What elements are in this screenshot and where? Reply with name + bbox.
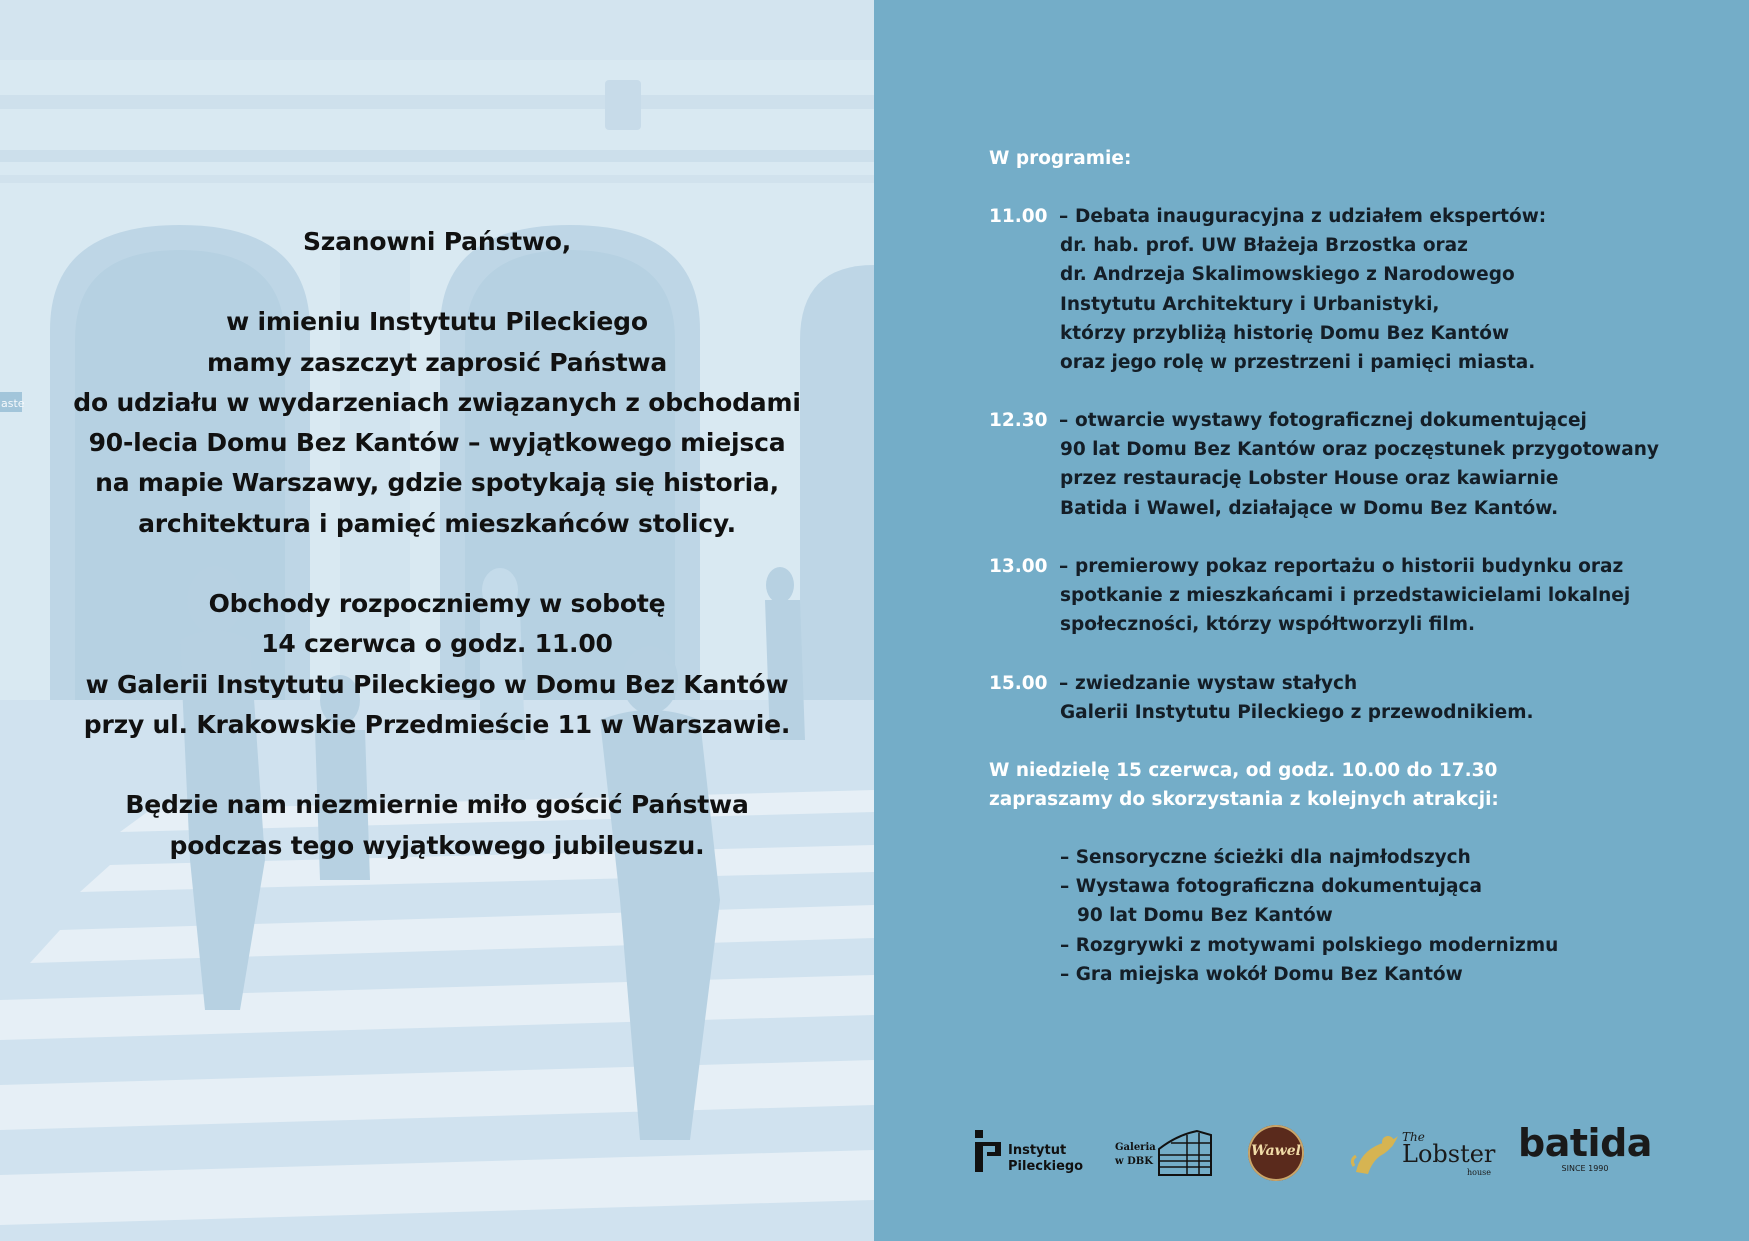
street-sign-text: aste [1, 397, 25, 410]
invitation-line: mamy zaszczyt zaprosić Państwa [206, 347, 668, 377]
event-line: 14 czerwca o godz. 11.00 [261, 629, 613, 659]
invitation-line: architektura i pamięć mieszkańców stolicy. [138, 508, 736, 538]
attraction-item: – Wystawa fotograficzna dokumentująca [1060, 876, 1482, 898]
event-line: Obchody rozpoczniemy w sobotę [208, 589, 666, 619]
slot-time: 13.00 [989, 556, 1048, 577]
attraction-item: – Gra miejska wokół Domu Bez Kantów [1060, 963, 1463, 985]
slot-line: premierowy pokaz reportażu o historii budynku oraz [1075, 556, 1624, 577]
slot-line: dr. hab. prof. UW Błażeja Brzostka oraz [1060, 235, 1468, 257]
attraction-item: 90 lat Domu Bez Kantów [1077, 905, 1333, 927]
program-slot [989, 202, 1546, 377]
galeria-logo-line: w DBK [1115, 1156, 1153, 1167]
lobster-logo-the: The [1402, 1130, 1425, 1144]
slot-line: oraz jego rolę w przestrzeni i pamięci miasta. [1060, 352, 1536, 374]
closing-line: podczas tego wyjątkowego jubileuszu. [169, 830, 705, 860]
invitation-panel [0, 0, 874, 1241]
slot-line: społeczności, którzy współtworzyli film. [1060, 614, 1476, 636]
attraction-item: – Sensoryczne ścieżki dla najmłodszych [1060, 847, 1471, 868]
slot-time: 12.30 [989, 410, 1048, 431]
invitation-text [70, 222, 804, 866]
slot-line: przez restaurację Lobster House oraz kawiarnie [1060, 468, 1559, 490]
slot-time: 11.00 [989, 206, 1048, 227]
wawel-logo-text: Wawel [1251, 1143, 1301, 1159]
slot-line: dr. Andrzeja Skalimowskiego z Narodowego [1060, 264, 1515, 286]
slot-dash: – [1059, 673, 1069, 694]
slot-line: Debata inauguracyjna z udziałem ekspertów: [1075, 206, 1547, 227]
wawel-logo [1248, 1125, 1304, 1181]
closing-line: Będzie nam niezmiernie miło gościć Państwa [125, 790, 749, 820]
slot-line: którzy przybliżą historię Domu Bez Kantów [1060, 322, 1510, 344]
invitation-line: do udziału w wydarzeniach związanych z obchodami [73, 387, 801, 417]
slot-dash: – [1059, 206, 1069, 227]
event-line: przy ul. Krakowskie Przedmieście 11 w Warszawie. [83, 709, 791, 739]
sunday-intro: W niedzielę 15 czerwca, od godz. 10.00 do 17.30 zapraszamy do skorzystania z kolejnych atrakcji: [989, 760, 1499, 811]
event-line: w Galerii Instytutu Pileckiego w Domu Bez Kantów [85, 669, 789, 699]
instytut-logo-line: Pileckiego [1008, 1159, 1084, 1174]
building-icon [1157, 1127, 1213, 1177]
galeria-logo-line: Galeria [1115, 1142, 1156, 1153]
program-slot [989, 552, 1630, 640]
program-slot [989, 406, 1659, 523]
batida-logo-name: batida [1518, 1121, 1652, 1165]
attraction-item: – Rozgrywki z motywami polskiego modernizmu [1060, 934, 1559, 956]
slot-line: 90 lat Domu Bez Kantów oraz poczęstunek przygotowany [1060, 439, 1659, 461]
invitation-line: na mapie Warszawy, gdzie spotykają się historia, [95, 468, 779, 498]
lobster-logo-house: house [1467, 1168, 1491, 1177]
slot-line: Batida i Wawel, działające w Domu Bez Kantów. [1060, 497, 1559, 519]
attractions-list [1060, 843, 1558, 989]
slot-line: Instytutu Architektury i Urbanistyki, [1060, 293, 1440, 315]
slot-line: Galerii Instytutu Pileckiego z przewodnikiem. [1060, 702, 1534, 724]
slot-dash: – [1059, 556, 1069, 577]
instytut-pileckiego-mark-icon [975, 1130, 1003, 1174]
slot-line: spotkanie z mieszkańcami i przedstawicielami lokalnej [1060, 585, 1631, 607]
galeria-dbk-logo [1115, 1127, 1215, 1177]
instytut-logo-line: Instytut [1008, 1143, 1067, 1158]
lobster-house-logo [1350, 1128, 1496, 1178]
slot-line: otwarcie wystawy fotograficznej dokumentującej [1075, 410, 1587, 431]
slot-line: zwiedzanie wystaw stałych [1075, 673, 1358, 694]
batida-logo [1515, 1122, 1655, 1182]
lobster-logo-name: Lobster [1402, 1140, 1496, 1168]
instytut-pileckiego-logo [975, 1128, 1085, 1176]
greeting: Szanowni Państwo, [302, 227, 572, 256]
batida-logo-since: SINCE 1990 [1561, 1164, 1609, 1173]
invitation-line: w imieniu Instytutu Pileckiego [226, 307, 648, 337]
lobster-icon [1350, 1132, 1400, 1176]
invitation-line: 90-lecia Domu Bez Kantów – wyjątkowego miejsca [88, 428, 786, 458]
slot-dash: – [1059, 410, 1069, 431]
program-slot [989, 669, 1534, 727]
slot-time: 15.00 [989, 673, 1048, 694]
program-heading: W programie: [989, 148, 1132, 169]
